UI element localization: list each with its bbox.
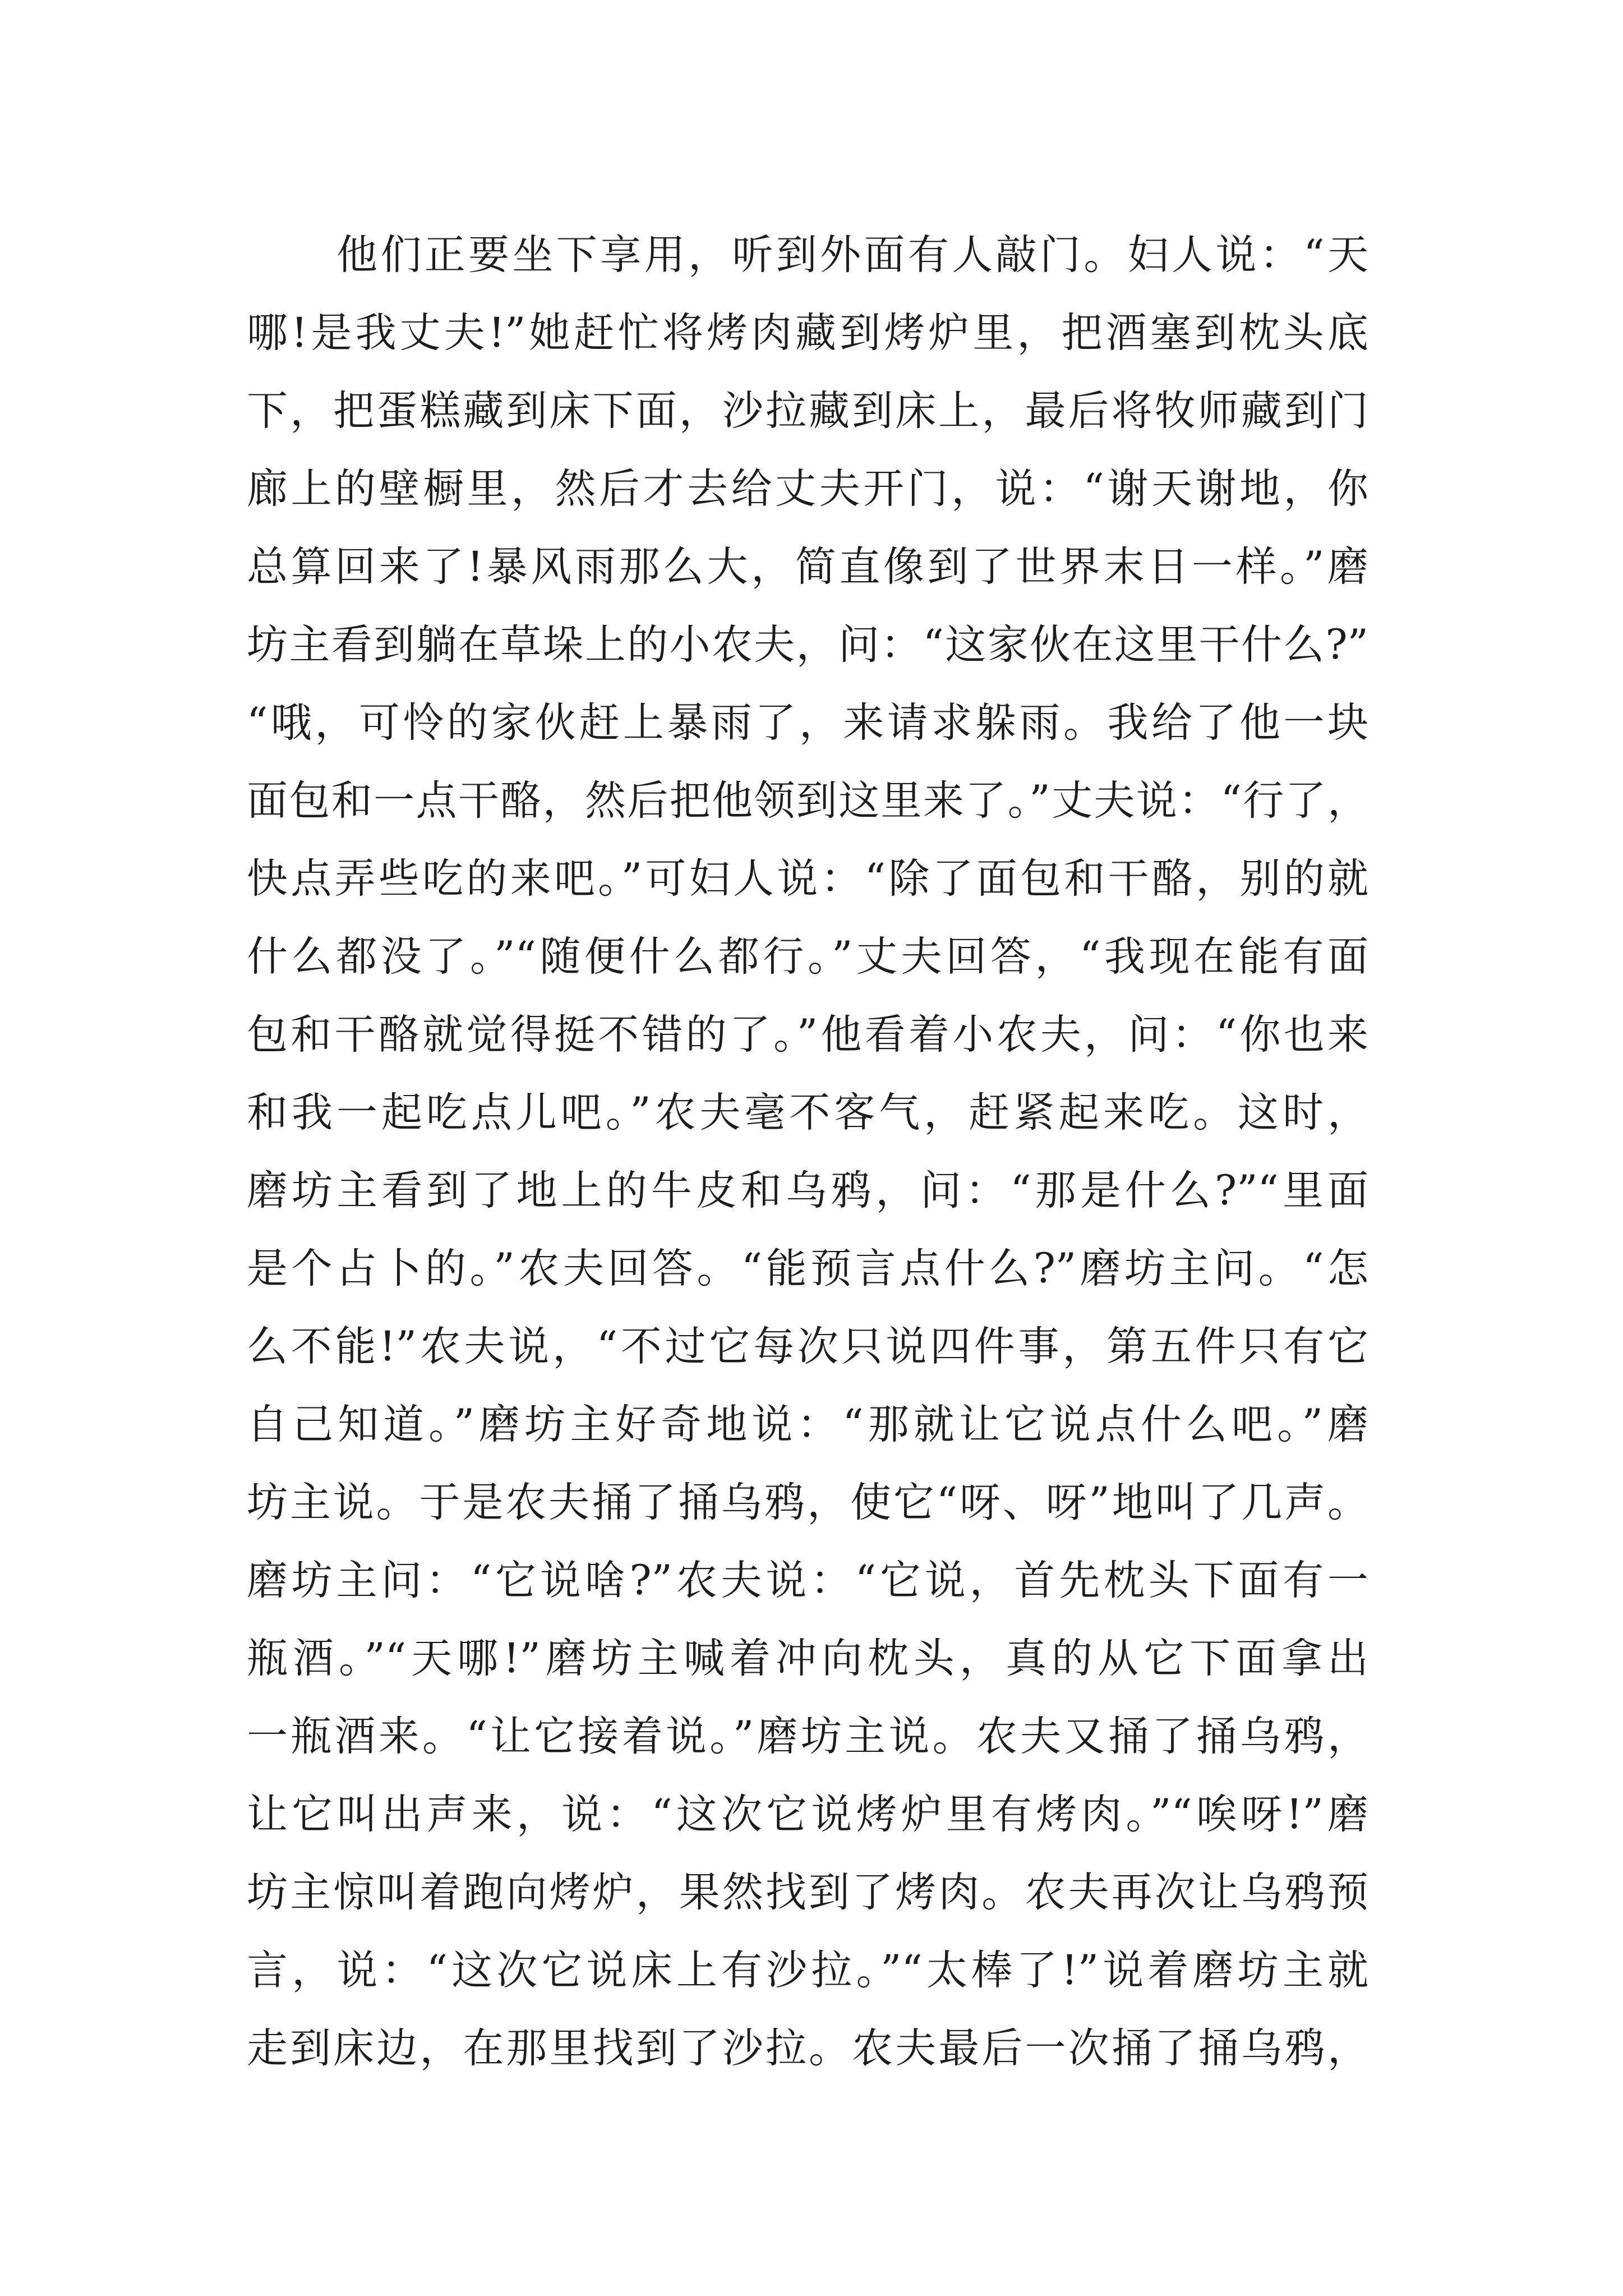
text-line: 包和干酪就觉得挺不错的了。”他看着小农夫，问：“你也来 [247,1011,1368,1059]
text-line: “哦，可怜的家伙赶上暴雨了，来请求躲雨。我给了他一块 [247,699,1368,747]
text-line: 哪!是我丈夫!”她赶忙将烤肉藏到烤炉里，把酒塞到枕头底 [247,309,1368,357]
text-line: 他们正要坐下享用，听到外面有人敲门。妇人说：“天 [336,231,1368,279]
text-line: 和我一起吃点儿吧。”农夫毫不客气，赶紧起来吃。这时， [247,1089,1368,1137]
text-line: 是个占卜的。”农夫回答。“能预言点什么?”磨坊主问。“怎 [247,1245,1368,1292]
text-line: 廊上的壁橱里，然后才去给丈夫开门，说：“谢天谢地，你 [247,465,1368,513]
text-line: 坊主说。于是农夫捅了捅乌鸦，使它“呀、呀”地叫了几声。 [247,1479,1368,1526]
body-text [247,216,1368,2087]
text-line: 坊主看到躺在草垛上的小农夫，问：“这家伙在这里干什么?” [247,621,1368,669]
text-line: 瓶酒。”“天哪!”磨坊主喊着冲向枕头，真的从它下面拿出 [247,1635,1368,1682]
text-line: 快点弄些吃的来吧。”可妇人说：“除了面包和干酪，别的就 [247,855,1368,903]
text-line: 坊主惊叫着跑向烤炉，果然找到了烤肉。农夫再次让乌鸦预 [247,1869,1368,1916]
text-line: 么不能!”农夫说，“不过它每次只说四件事，第五件只有它 [247,1323,1368,1370]
text-line: 走到床边，在那里找到了沙拉。农夫最后一次捅了捅乌鸦， [247,2024,1368,2072]
text-line: 让它叫出声来，说：“这次它说烤炉里有烤肉。”“唉呀!”磨 [247,1791,1368,1838]
text-line: 面包和一点干酪，然后把他领到这里来了。”丈夫说：“行了， [247,777,1368,825]
text-line: 什么都没了。”“随便什么都行。”丈夫回答，“我现在能有面 [247,933,1368,981]
text-line: 磨坊主看到了地上的牛皮和乌鸦，问：“那是什么?”“里面 [247,1167,1368,1214]
text-line: 磨坊主问：“它说啥?”农夫说：“它说，首先枕头下面有一 [247,1557,1368,1604]
text-line: 总算回来了!暴风雨那么大，简直像到了世界末日一样。”磨 [247,543,1368,591]
text-line: 言，说：“这次它说床上有沙拉。”“太棒了!”说着磨坊主就 [247,1947,1368,1994]
text-line: 一瓶酒来。“让它接着说。”磨坊主说。农夫又捅了捅乌鸦， [247,1713,1368,1760]
text-line: 自己知道。”磨坊主好奇地说：“那就让它说点什么吧。”磨 [247,1401,1368,1448]
text-line: 下，把蛋糕藏到床下面，沙拉藏到床上，最后将牧师藏到门 [247,387,1368,435]
